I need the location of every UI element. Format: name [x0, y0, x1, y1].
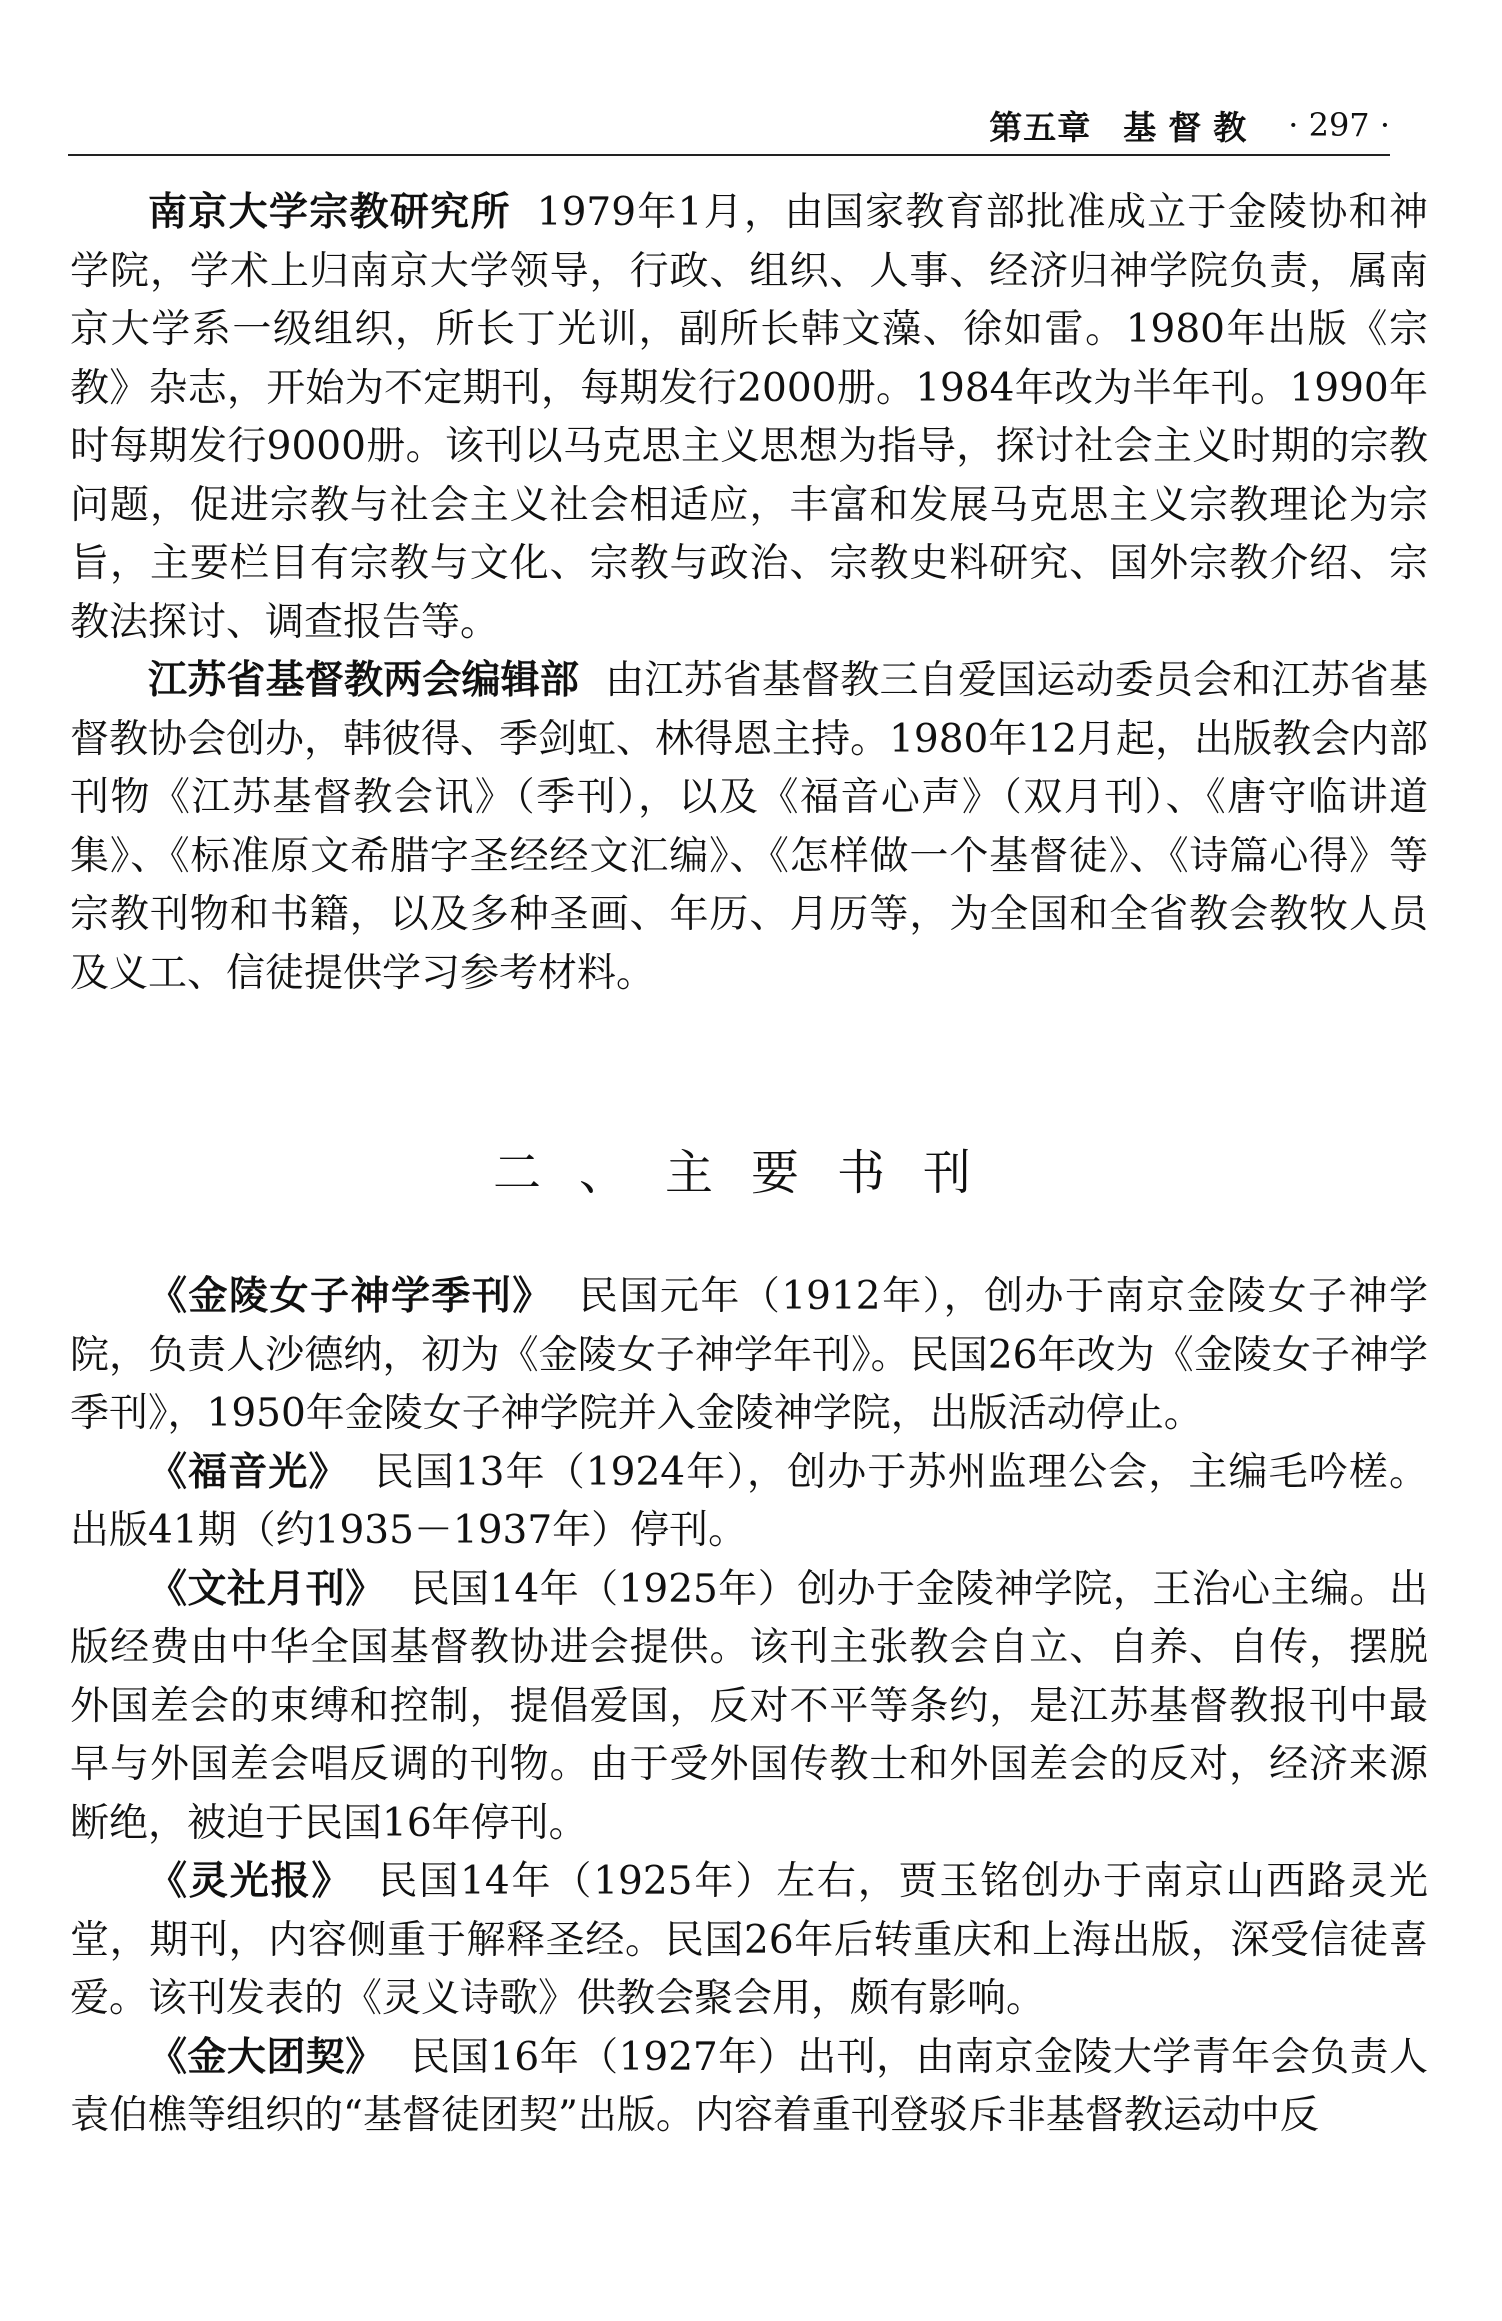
publication-entries	[70, 1268, 1428, 2146]
entry-term: 《文社月刊》	[148, 1566, 385, 1612]
chapter-label: 第五章	[989, 107, 1092, 147]
entry-term: 《福音光》	[148, 1449, 349, 1495]
entry-text: 民国14年（1925年）左右，贾玉铭创办于南京山西路灵光堂，期刊，内容侧重于解释圣经。民国26年后转重庆和上海出版，深受信徒喜爱。该刊发表的《灵义诗歌》供教会聚会用，颇有影响。	[70, 1859, 1428, 2021]
institution-entries	[70, 184, 1428, 1003]
section-heading: 二、主要书刊	[492, 1145, 1009, 1201]
entry-paragraph	[70, 1444, 1428, 1561]
entry-text: 民国16年（1927年）出刊，由南京金陵大学青年会负责人袁伯樵等组织的“基督徒团契”出版。内容着重刊登驳斥非基督教运动中反	[70, 2034, 1428, 2138]
entry-text: 民国13年（1924年），创办于苏州监理公会，主编毛吟槎。出版41期（约1935－1937年）停刊。	[70, 1449, 1428, 1553]
entry-paragraph	[70, 1561, 1428, 1854]
entry-paragraph	[70, 1268, 1428, 1444]
entry-term: 《金大团契》	[148, 2034, 385, 2080]
entry-paragraph	[70, 184, 1428, 652]
entry-paragraph	[70, 2029, 1428, 2146]
entry-term: 《灵光报》	[148, 1859, 353, 1904]
section-name: 基督教	[1123, 107, 1259, 147]
header-rule	[68, 154, 1390, 156]
page-number: · 297 ·	[1288, 106, 1390, 144]
entry-text: 民国元年（1912年），创办于南京金陵女子神学院，负责人沙德纳，初为《金陵女子神学年刊》。民国26年改为《金陵女子神学季刊》，1950年金陵女子神学院并入金陵神学院，出版活动停止。	[70, 1274, 1428, 1436]
entry-paragraph	[70, 1853, 1428, 2029]
entry-text: 由江苏省基督教三自爱国运动委员会和江苏省基督教协会创办，韩彼得、季剑虹、林得恩主持。1980年12月起，出版教会内部刊物《江苏基督教会讯》（季刊），以及《福音心声》（双月刊）、《唐守临讲道集》、《标准原文希腊字圣经经文汇编》、《怎样做一个基督徒》、《诗篇心得》等宗教刊物和书籍，以及多种圣画、年历、月历等，为全国和全省教会教牧人员及义工、信徒提供学习参考材料。	[70, 658, 1428, 996]
entry-term: 《金陵女子神学季刊》	[148, 1274, 553, 1319]
entry-text: 民国14年（1925年）创办于金陵神学院，王治心主编。出版经费由中华全国基督教协进会提供。该刊主张教会自立、自养、自传，摆脱外国差会的束缚和控制，提倡爱国，反对不平等条约，是江苏基督教报刊中最早与外国差会唱反调的刊物。由于受外国传教士和外国差会的反对，经济来源断绝，被迫于民国16年停刊。	[70, 1566, 1428, 1846]
entry-term: 南京大学宗教研究所	[148, 190, 511, 235]
entry-term: 江苏省基督教两会编辑部	[148, 658, 580, 703]
entry-paragraph	[70, 652, 1428, 1003]
entry-text: 1979年1月，由国家教育部批准成立于金陵协和神学院，学术上归南京大学领导，行政、组织、人事、经济归神学院负责，属南京大学系一级组织，所长丁光训，副所长韩文藻、徐如雷。1980年出版《宗教》杂志，开始为不定期刊，每期发行2000册。1984年改为半年刊。1990年时每期发行9000册。该刊以马克思主义思想为指导，探讨社会主义时期的宗教问题，促进宗教与社会主义社会相适应，丰富和发展马克思主义宗教理论为宗旨，主要栏目有宗教与文化、宗教与政治、宗教史料研究、国外宗教介绍、宗教法探讨、调查报告等。	[70, 190, 1428, 645]
running-header	[68, 92, 1390, 158]
